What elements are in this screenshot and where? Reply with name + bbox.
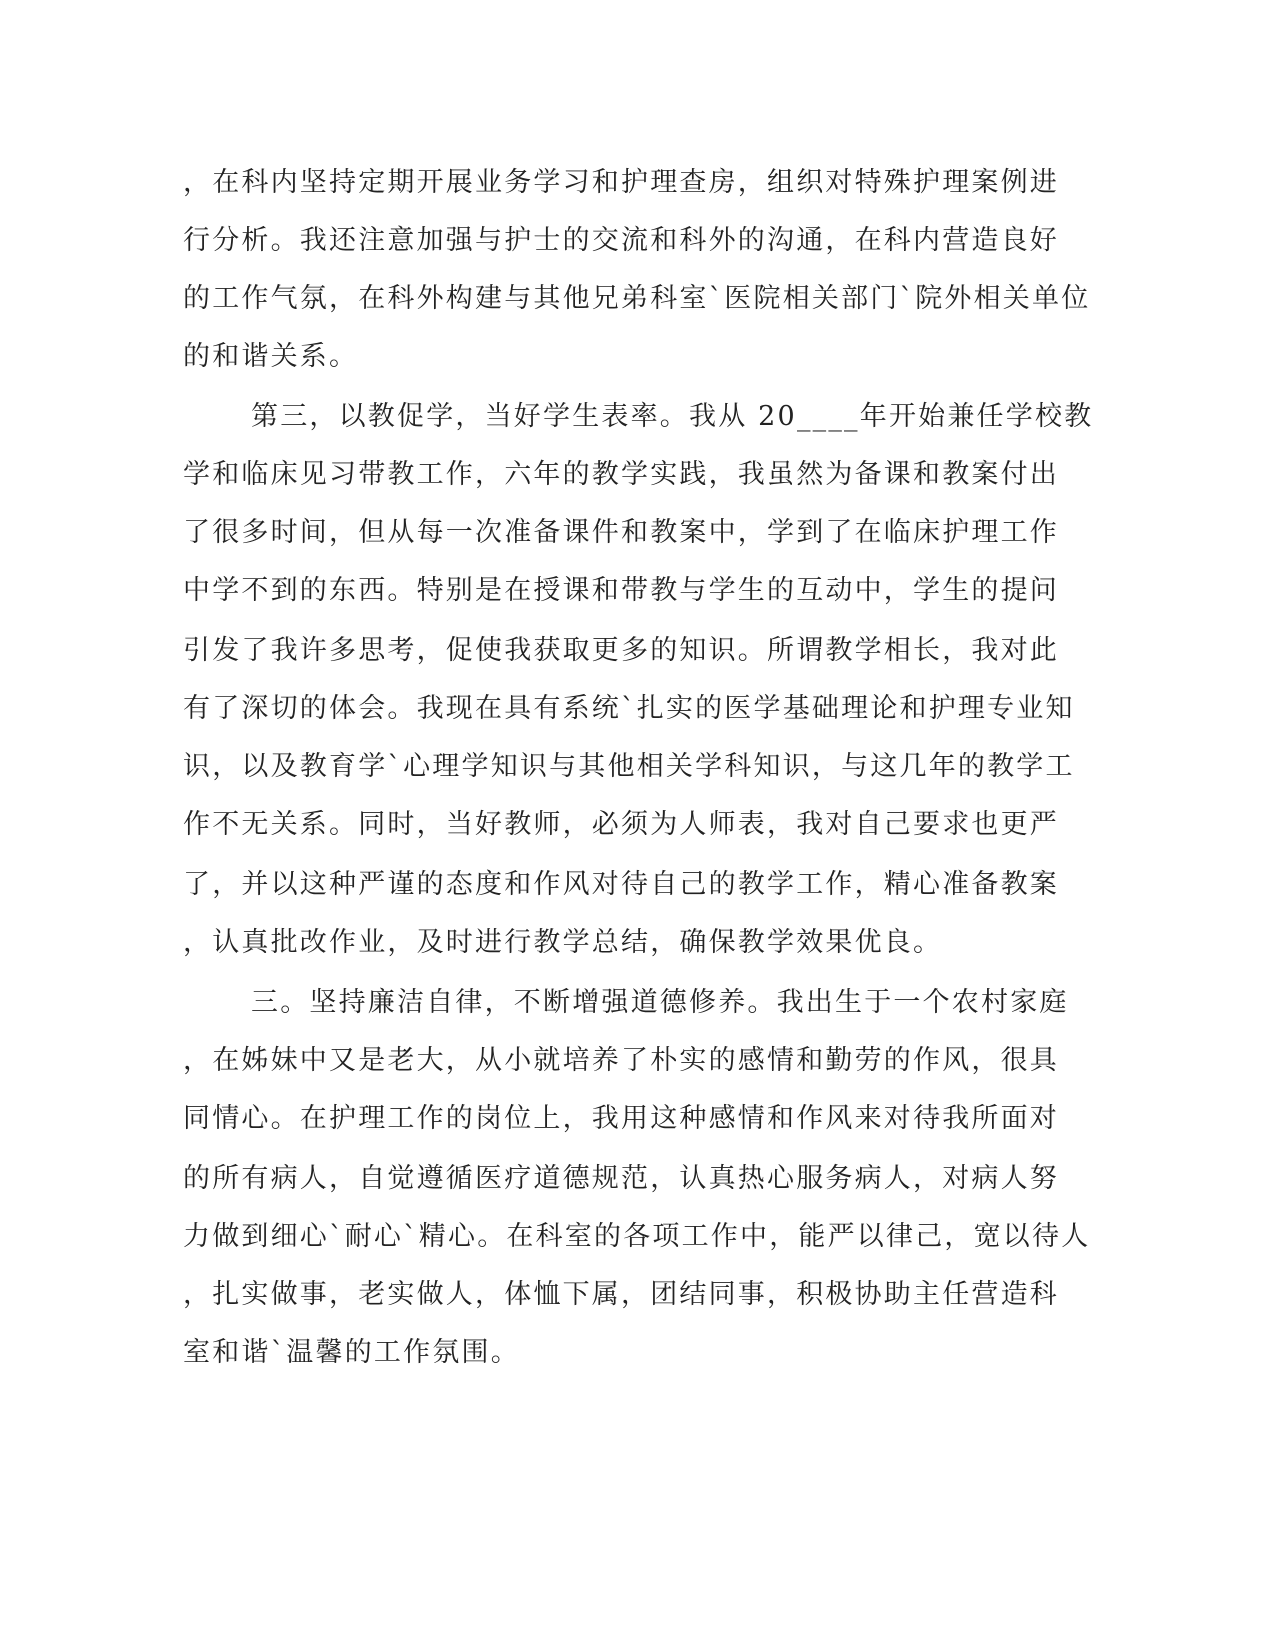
text-line: ，在科内坚持定期开展业务学习和护理查房，组织对特殊护理案例进 xyxy=(183,167,1059,198)
text-line: 作不无关系。同时，当好教师，必须为人师表，我对自己要求也更严 xyxy=(183,809,1059,840)
text-line: ，扎实做事，老实做人，体恤下属，团结同事，积极协助主任营造科 xyxy=(183,1279,1059,1310)
text-line: 中学不到的东西。特别是在授课和带教与学生的互动中，学生的提问 xyxy=(183,575,1059,606)
text-line: 的工作气氛，在科外构建与其他兄弟科室`医院相关部门`院外相关单位 xyxy=(183,283,1091,314)
text-line: 有了深切的体会。我现在具有系统`扎实的医学基础理论和护理专业知 xyxy=(183,693,1075,724)
text-line: ，认真批改作业，及时进行教学总结，确保教学效果优良。 xyxy=(183,927,943,958)
text-line: 识，以及教育学`心理学知识与其他相关学科知识，与这几年的教学工 xyxy=(183,751,1075,782)
text-line: 了很多时间，但从每一次准备课件和教案中，学到了在临床护理工作 xyxy=(183,517,1059,548)
paragraph-start-line: 第三，以教促学，当好学生表率。我从 20____年开始兼任学校教 xyxy=(251,401,1094,432)
text-line: 学和临床见习带教工作，六年的教学实践，我虽然为备课和教案付出 xyxy=(183,459,1059,490)
text-line: ，在姊妹中又是老大，从小就培养了朴实的感情和勤劳的作风，很具 xyxy=(183,1045,1059,1076)
text-line: 的所有病人，自觉遵循医疗道德规范，认真热心服务病人，对病人努 xyxy=(183,1163,1059,1194)
text-line: 引发了我许多思考，促使我获取更多的知识。所谓教学相长，我对此 xyxy=(183,635,1059,666)
paragraph-start-line: 三。坚持廉洁自律，不断增强道德修养。我出生于一个农村家庭 xyxy=(251,987,1069,1018)
text-line: 了，并以这种严谨的态度和作风对待自己的教学工作，精心准备教案 xyxy=(183,869,1059,900)
text-line: 行分析。我还注意加强与护士的交流和科外的沟通，在科内营造良好 xyxy=(183,225,1059,256)
text-line: 同情心。在护理工作的岗位上，我用这种感情和作风来对待我所面对 xyxy=(183,1103,1059,1134)
text-line: 室和谐`温馨的工作氛围。 xyxy=(183,1337,520,1368)
text-line: 的和谐关系。 xyxy=(183,341,359,372)
text-line: 力做到细心`耐心`精心。在科室的各项工作中，能严以律己，宽以待人 xyxy=(183,1221,1091,1252)
